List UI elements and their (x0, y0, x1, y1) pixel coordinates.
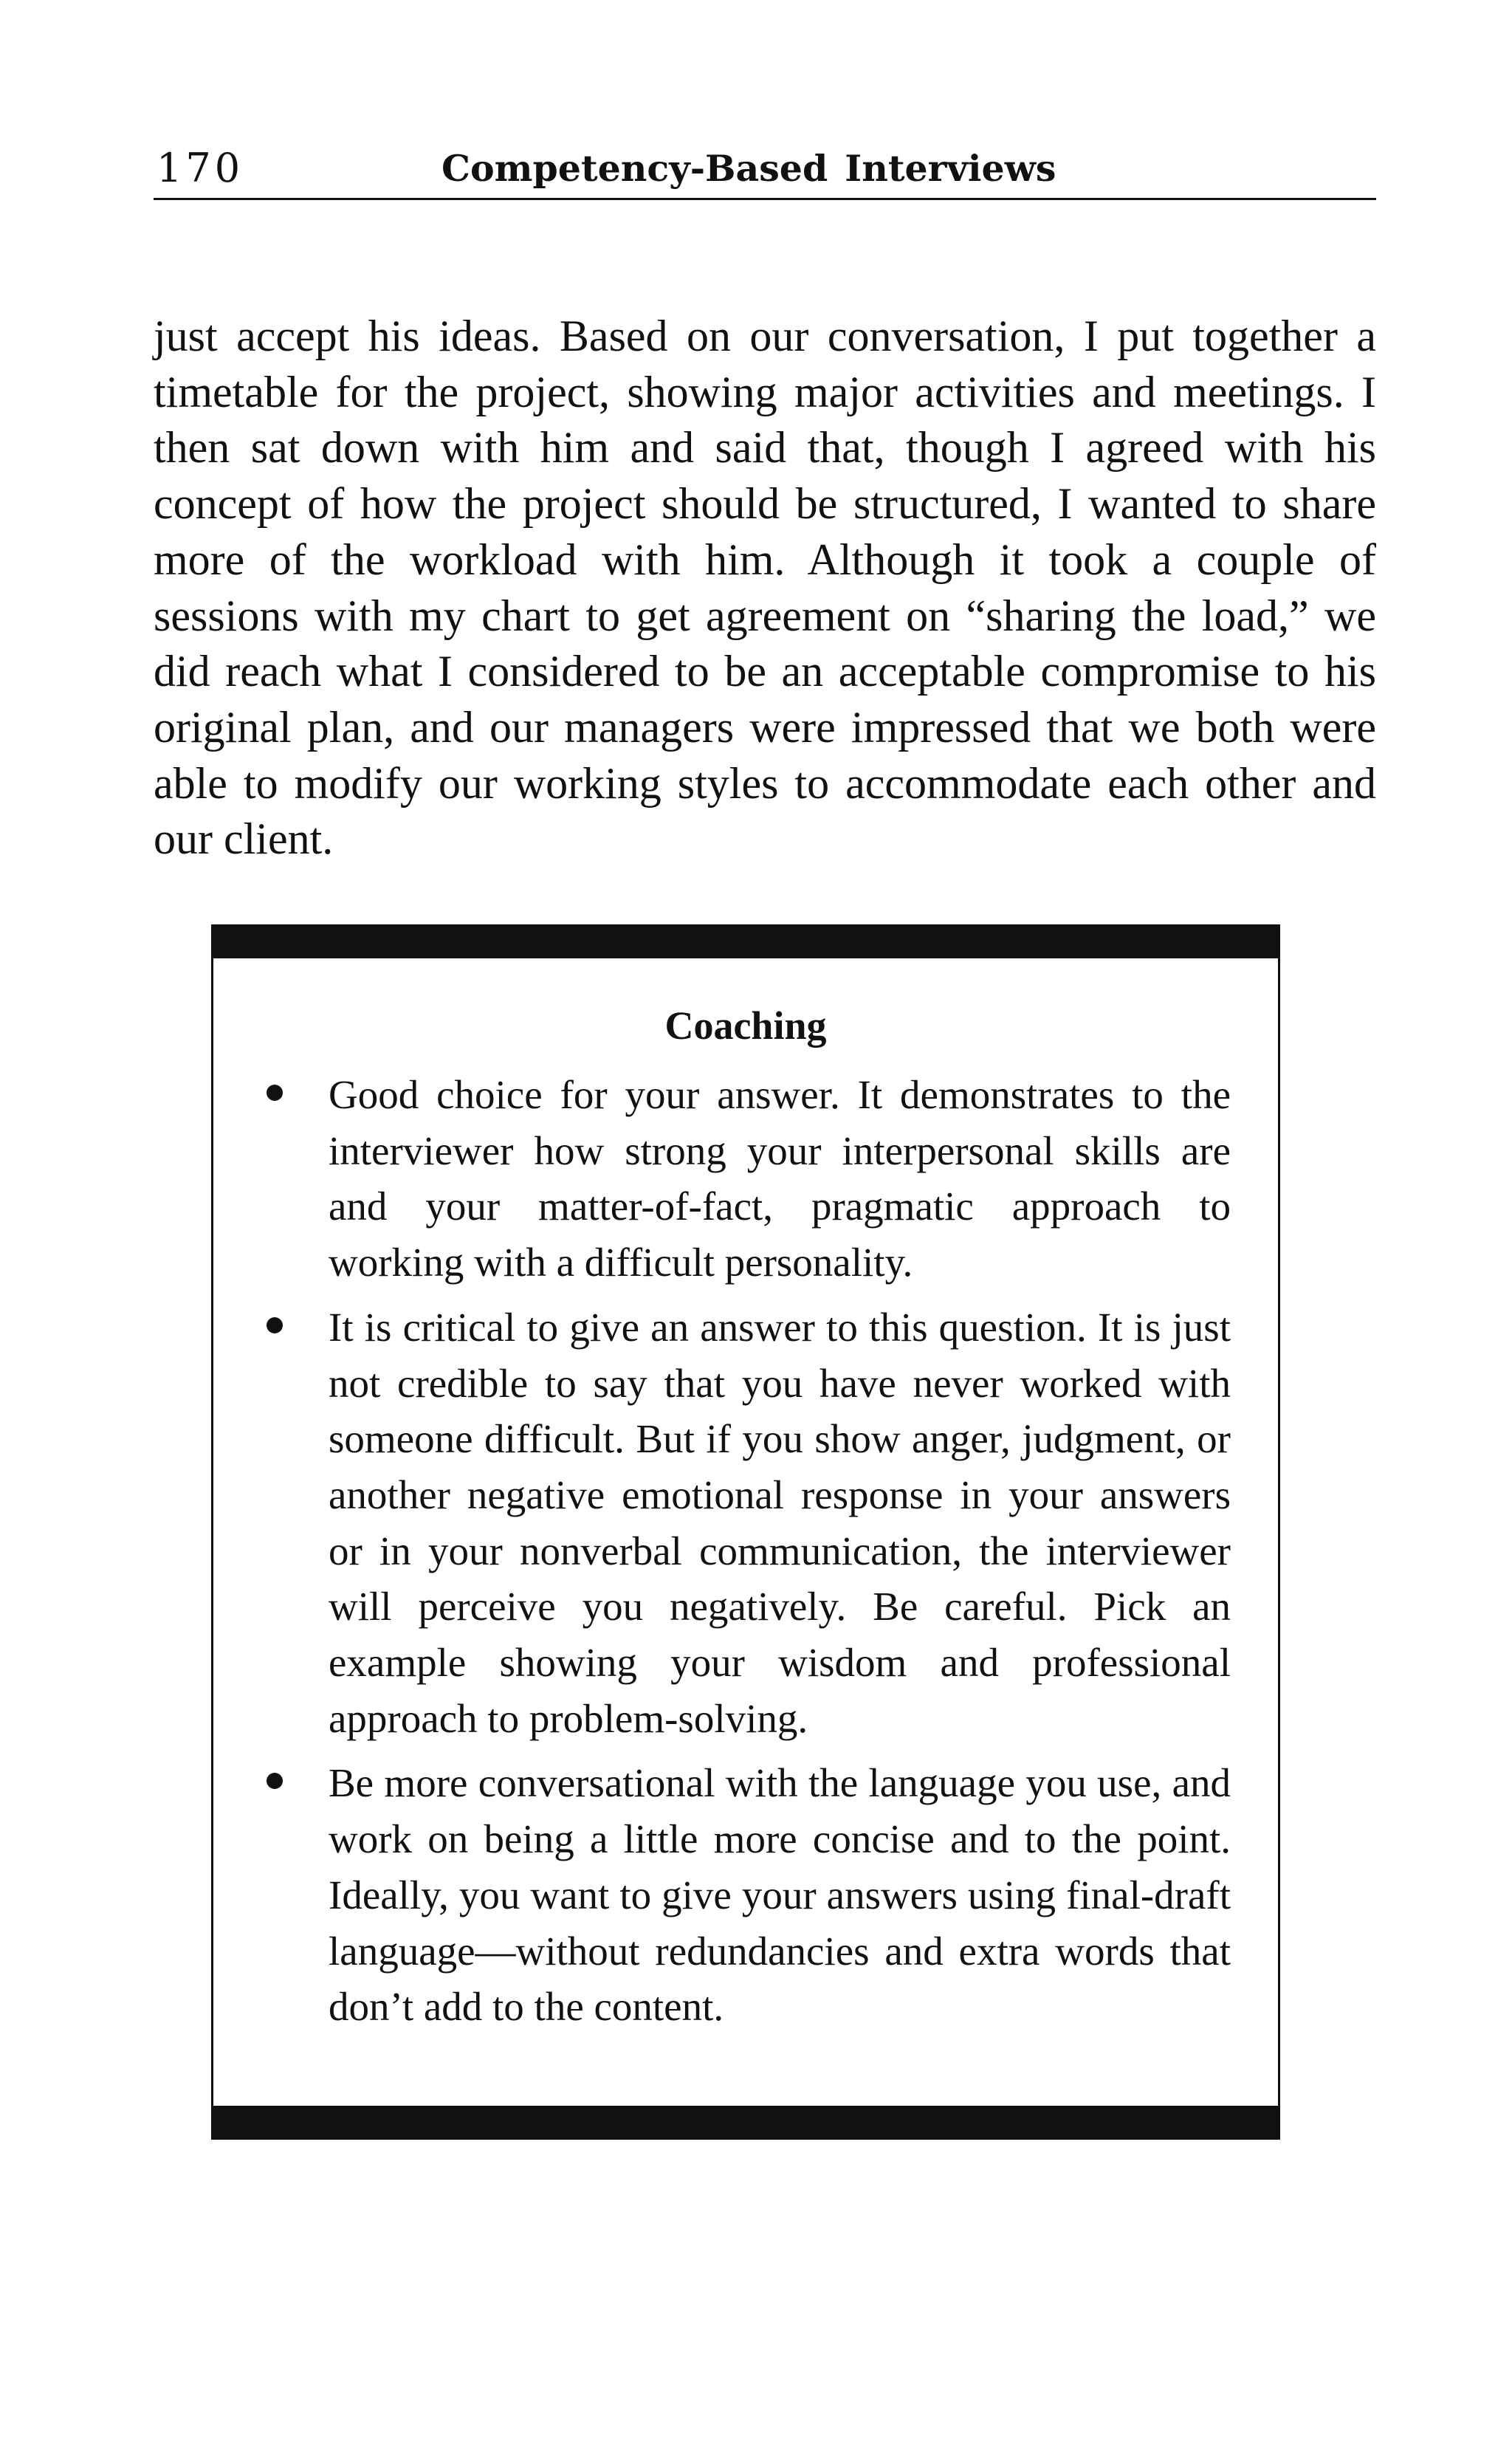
page-number: 170 (157, 145, 244, 191)
coaching-bullet-text: Good choice for your answer. It demonstrates to the interviewer how strong your interpersonal skills are and your matter-of-fact, pragmatic approach to working with a difficult personality. (329, 1072, 1231, 1285)
coaching-bullet-item (213, 1755, 1278, 2035)
coaching-bullet-item (213, 1067, 1278, 1291)
bullet-icon (267, 1773, 283, 1789)
bullet-icon (267, 1317, 283, 1333)
coaching-bullet-item (213, 1299, 1278, 1747)
coaching-bullet-text: Be more conversational with the language you use, and work on being a little more concise and to the point. Ideally, you want to give your answers using final-draft language—without redundancies and extra words that don’t add to the content. (329, 1760, 1231, 2030)
coaching-title: Coaching (664, 1003, 827, 1048)
coaching-box-bottom-rule (211, 2106, 1280, 2140)
coaching-bullet-text: It is critical to give an answer to this question. It is just not credible to say that you have never worked with someone difficult. But if you show anger, judgment, or another negative emotional response in your answers or in your nonverbal communication, the interviewer will perceive you negatively. Be careful. Pick an example showing your wisdom and professional approach to problem-solving. (329, 1304, 1231, 1741)
coaching-box (211, 924, 1280, 2140)
page-header (154, 145, 1376, 200)
running-title: Competency-Based Interviews (441, 147, 1056, 190)
coaching-box-top-rule (211, 924, 1280, 958)
body-paragraph: just accept his ideas. Based on our conversation, I put together a timetable for the project, showing major activities and meetings. I then sat down with him and said that, though I agreed with his concept of how the project should be structured, I wanted to share more of the workload with him. Although it took a couple of sessions with my chart to get agreement on “sharing the load,” we did reach what I considered to be an acceptable compromise to his original plan, and our managers were impressed that we both were able to modify our working styles to accommodate each other and our client. (154, 312, 1376, 864)
bullet-icon (267, 1085, 283, 1101)
coaching-bullet-list (213, 1067, 1278, 2044)
